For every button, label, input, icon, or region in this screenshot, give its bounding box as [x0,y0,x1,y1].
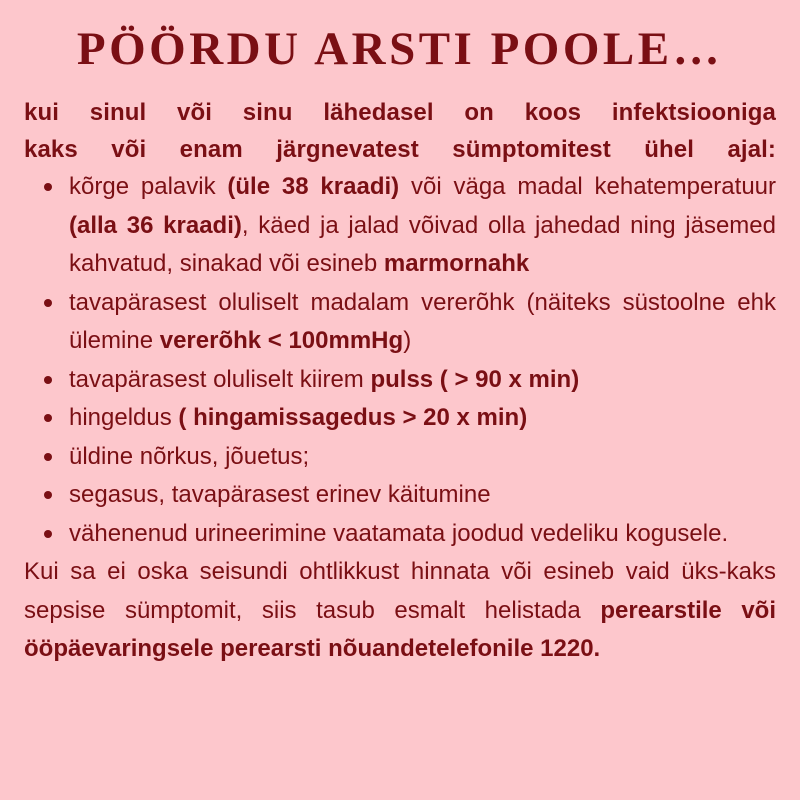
emphasized-text: ( hingamissagedus > 20 x min) [178,404,528,431]
bullet-icon [44,530,52,538]
bullet-icon [44,491,52,499]
emphasized-text: marmornahk [383,250,530,277]
bullet-icon [44,299,52,307]
symptom-list-item [24,476,776,515]
emphasized-text: perearstile või ööpäevaringsele perearsti nõuandetelefonile 1220. [24,596,777,662]
text-run: või väga madal kehatemperatuur [399,173,776,200]
emphasized-text: (alla 36 kraadi) [69,211,242,239]
intro-line-2: kaks või enam järgnevatest sümptomitest ühel ajal: [24,136,776,163]
page-title: PÖÖRDU ARSTI POOLE… [76,23,724,75]
symptom-list-item [24,399,776,438]
text-run: üldine nõrkus, jõuetus; [69,442,310,470]
text-run: , käed ja jalad võivad olla jahedad ning jäsemed kahvatud, sinakad või esineb [69,211,776,277]
closing-advice [24,553,776,669]
intro-line-1: kui sinul või sinu lähedasel on koos infektsiooniga [24,99,776,126]
text-run: kõrge palavik [69,173,228,200]
emphasized-text: pulss ( > 90 x min) [370,365,580,393]
symptom-list [24,168,776,553]
emphasized-text: (üle 38 kraadi) [227,173,400,200]
text-run: tavapärasest oluliselt madalam vererõhk (näiteks süstoolne ehk ülemine [69,288,776,354]
symptom-list-item [24,284,776,361]
text-run: vähenenud urineerimine vaatamata joodud vedeliku kogusele. [69,519,729,547]
text-run: hingeldus [69,404,179,431]
intro-text [24,94,776,168]
symptom-list-item [24,515,776,554]
symptom-list-item [24,168,776,284]
text-run: tavapärasest oluliselt kiirem [69,365,371,393]
emphasized-text: vererõhk < 100mmHg [159,327,404,354]
text-run: segasus, tavapärasest erinev käitumine [69,481,491,508]
text-run: ) [403,327,412,354]
text-run: Kui sa ei oska seisundi ohtlikkust hinnata või esineb vaid üks-kaks sepsise sümptomit, siis tasub esmalt helistada [24,558,776,624]
bullet-icon [44,183,52,191]
symptom-list-item [24,438,776,477]
bullet-icon [44,376,52,384]
bullet-icon [44,414,52,422]
symptom-list-item [24,361,776,400]
bullet-icon [44,453,52,461]
